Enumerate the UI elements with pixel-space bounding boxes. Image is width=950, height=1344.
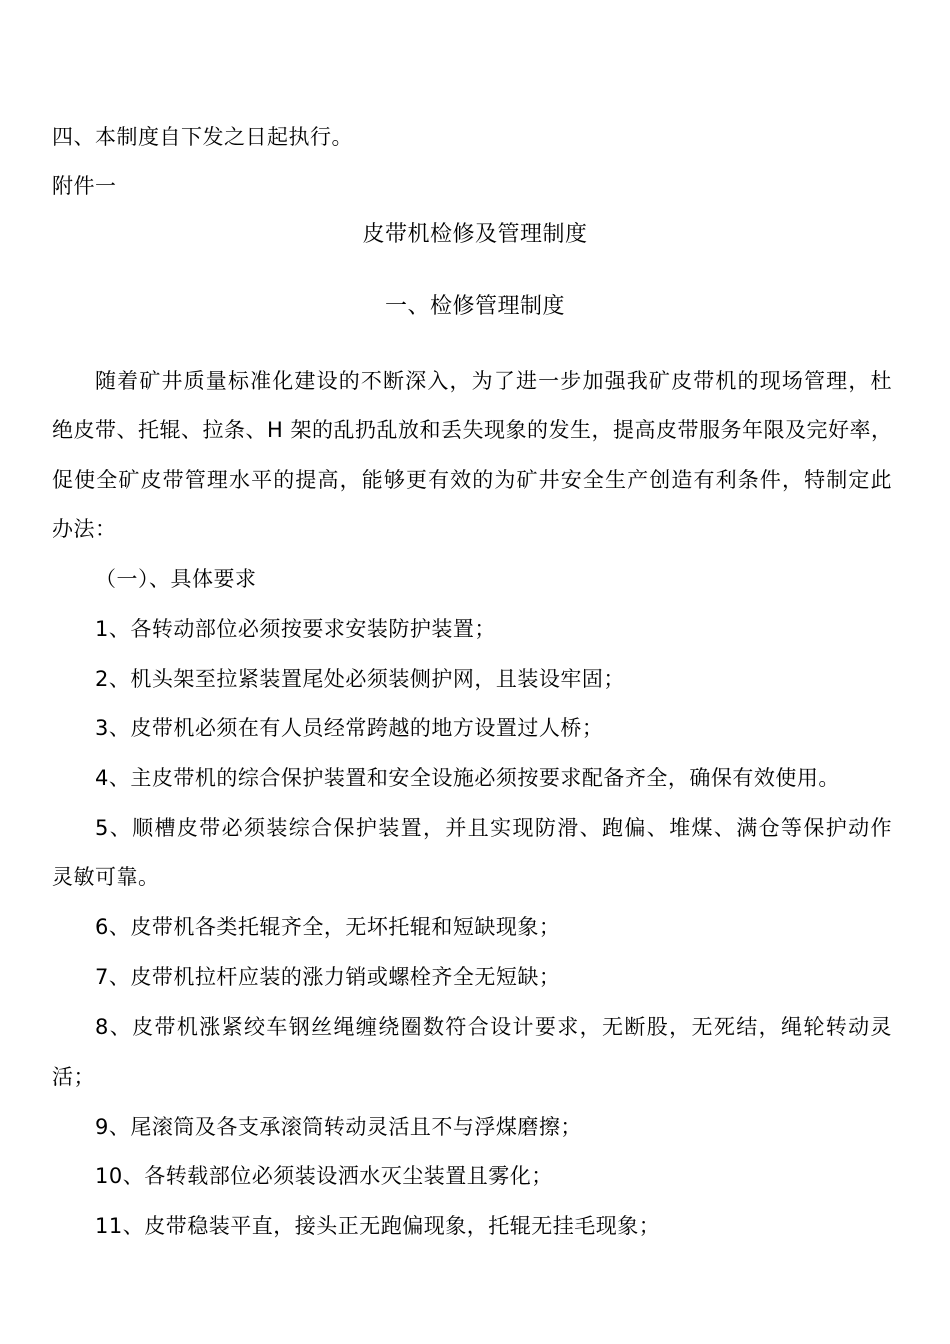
attachment-label: 附件一 xyxy=(52,174,117,198)
requirement-item: 5、顺槽皮带必须装综合保护装置，并且实现防滑、跑偏、堆煤、满仓等保护动作 xyxy=(95,816,892,840)
requirement-item-continuation: 活； xyxy=(52,1065,95,1089)
requirement-item: 4、主皮带机的综合保护装置和安全设施必须按要求配备齐全，确保有效使用。 xyxy=(95,766,840,790)
requirement-item: 3、皮带机必须在有人员经常跨越的地方设置过人桥； xyxy=(95,716,604,740)
intro-paragraph-line: 促使全矿皮带管理水平的提高，能够更有效的为矿井安全生产创造有利条件，特制定此 xyxy=(52,468,892,492)
requirement-item: 10、各转载部位必须装设洒水灭尘装置且雾化； xyxy=(95,1164,553,1188)
intro-paragraph-line: 绝皮带、托辊、拉条、H 架的乱扔乱放和丢失现象的发生，提高皮带服务年限及完好率， xyxy=(52,418,893,442)
intro-paragraph-line: 随着矿井质量标准化建设的不断深入，为了进一步加强我矿皮带机的现场管理，杜 xyxy=(95,369,892,393)
subsection-heading: （一）、具体要求 xyxy=(95,567,257,591)
closing-clause: 四、本制度自下发之日起执行。 xyxy=(52,125,353,149)
requirement-item: 6、皮带机各类托辊齐全，无坏托辊和短缺现象； xyxy=(95,915,561,939)
requirement-item: 11、皮带稳装平直，接头正无跑偏现象，托辊无挂毛现象； xyxy=(95,1214,661,1238)
requirement-item-continuation: 灵敏可靠。 xyxy=(52,865,160,889)
document-title: 皮带机检修及管理制度 xyxy=(362,222,588,247)
requirement-item: 9、尾滚筒及各支承滚筒转动灵活且不与浮煤磨擦； xyxy=(95,1115,582,1139)
requirement-item: 7、皮带机拉杆应装的涨力销或螺栓齐全无短缺； xyxy=(95,965,561,989)
section-heading: 一、检修管理制度 xyxy=(384,294,565,319)
intro-paragraph-line: 办法： xyxy=(52,517,117,541)
requirement-item: 2、机头架至拉紧装置尾处必须装侧护网，且装设牢固； xyxy=(95,667,625,691)
requirement-item: 8、皮带机涨紧绞车钢丝绳缠绕圈数符合设计要求，无断股，无死结，绳轮转动灵 xyxy=(95,1015,892,1039)
requirement-item: 1、各转动部位必须按要求安装防护装置； xyxy=(95,617,496,641)
